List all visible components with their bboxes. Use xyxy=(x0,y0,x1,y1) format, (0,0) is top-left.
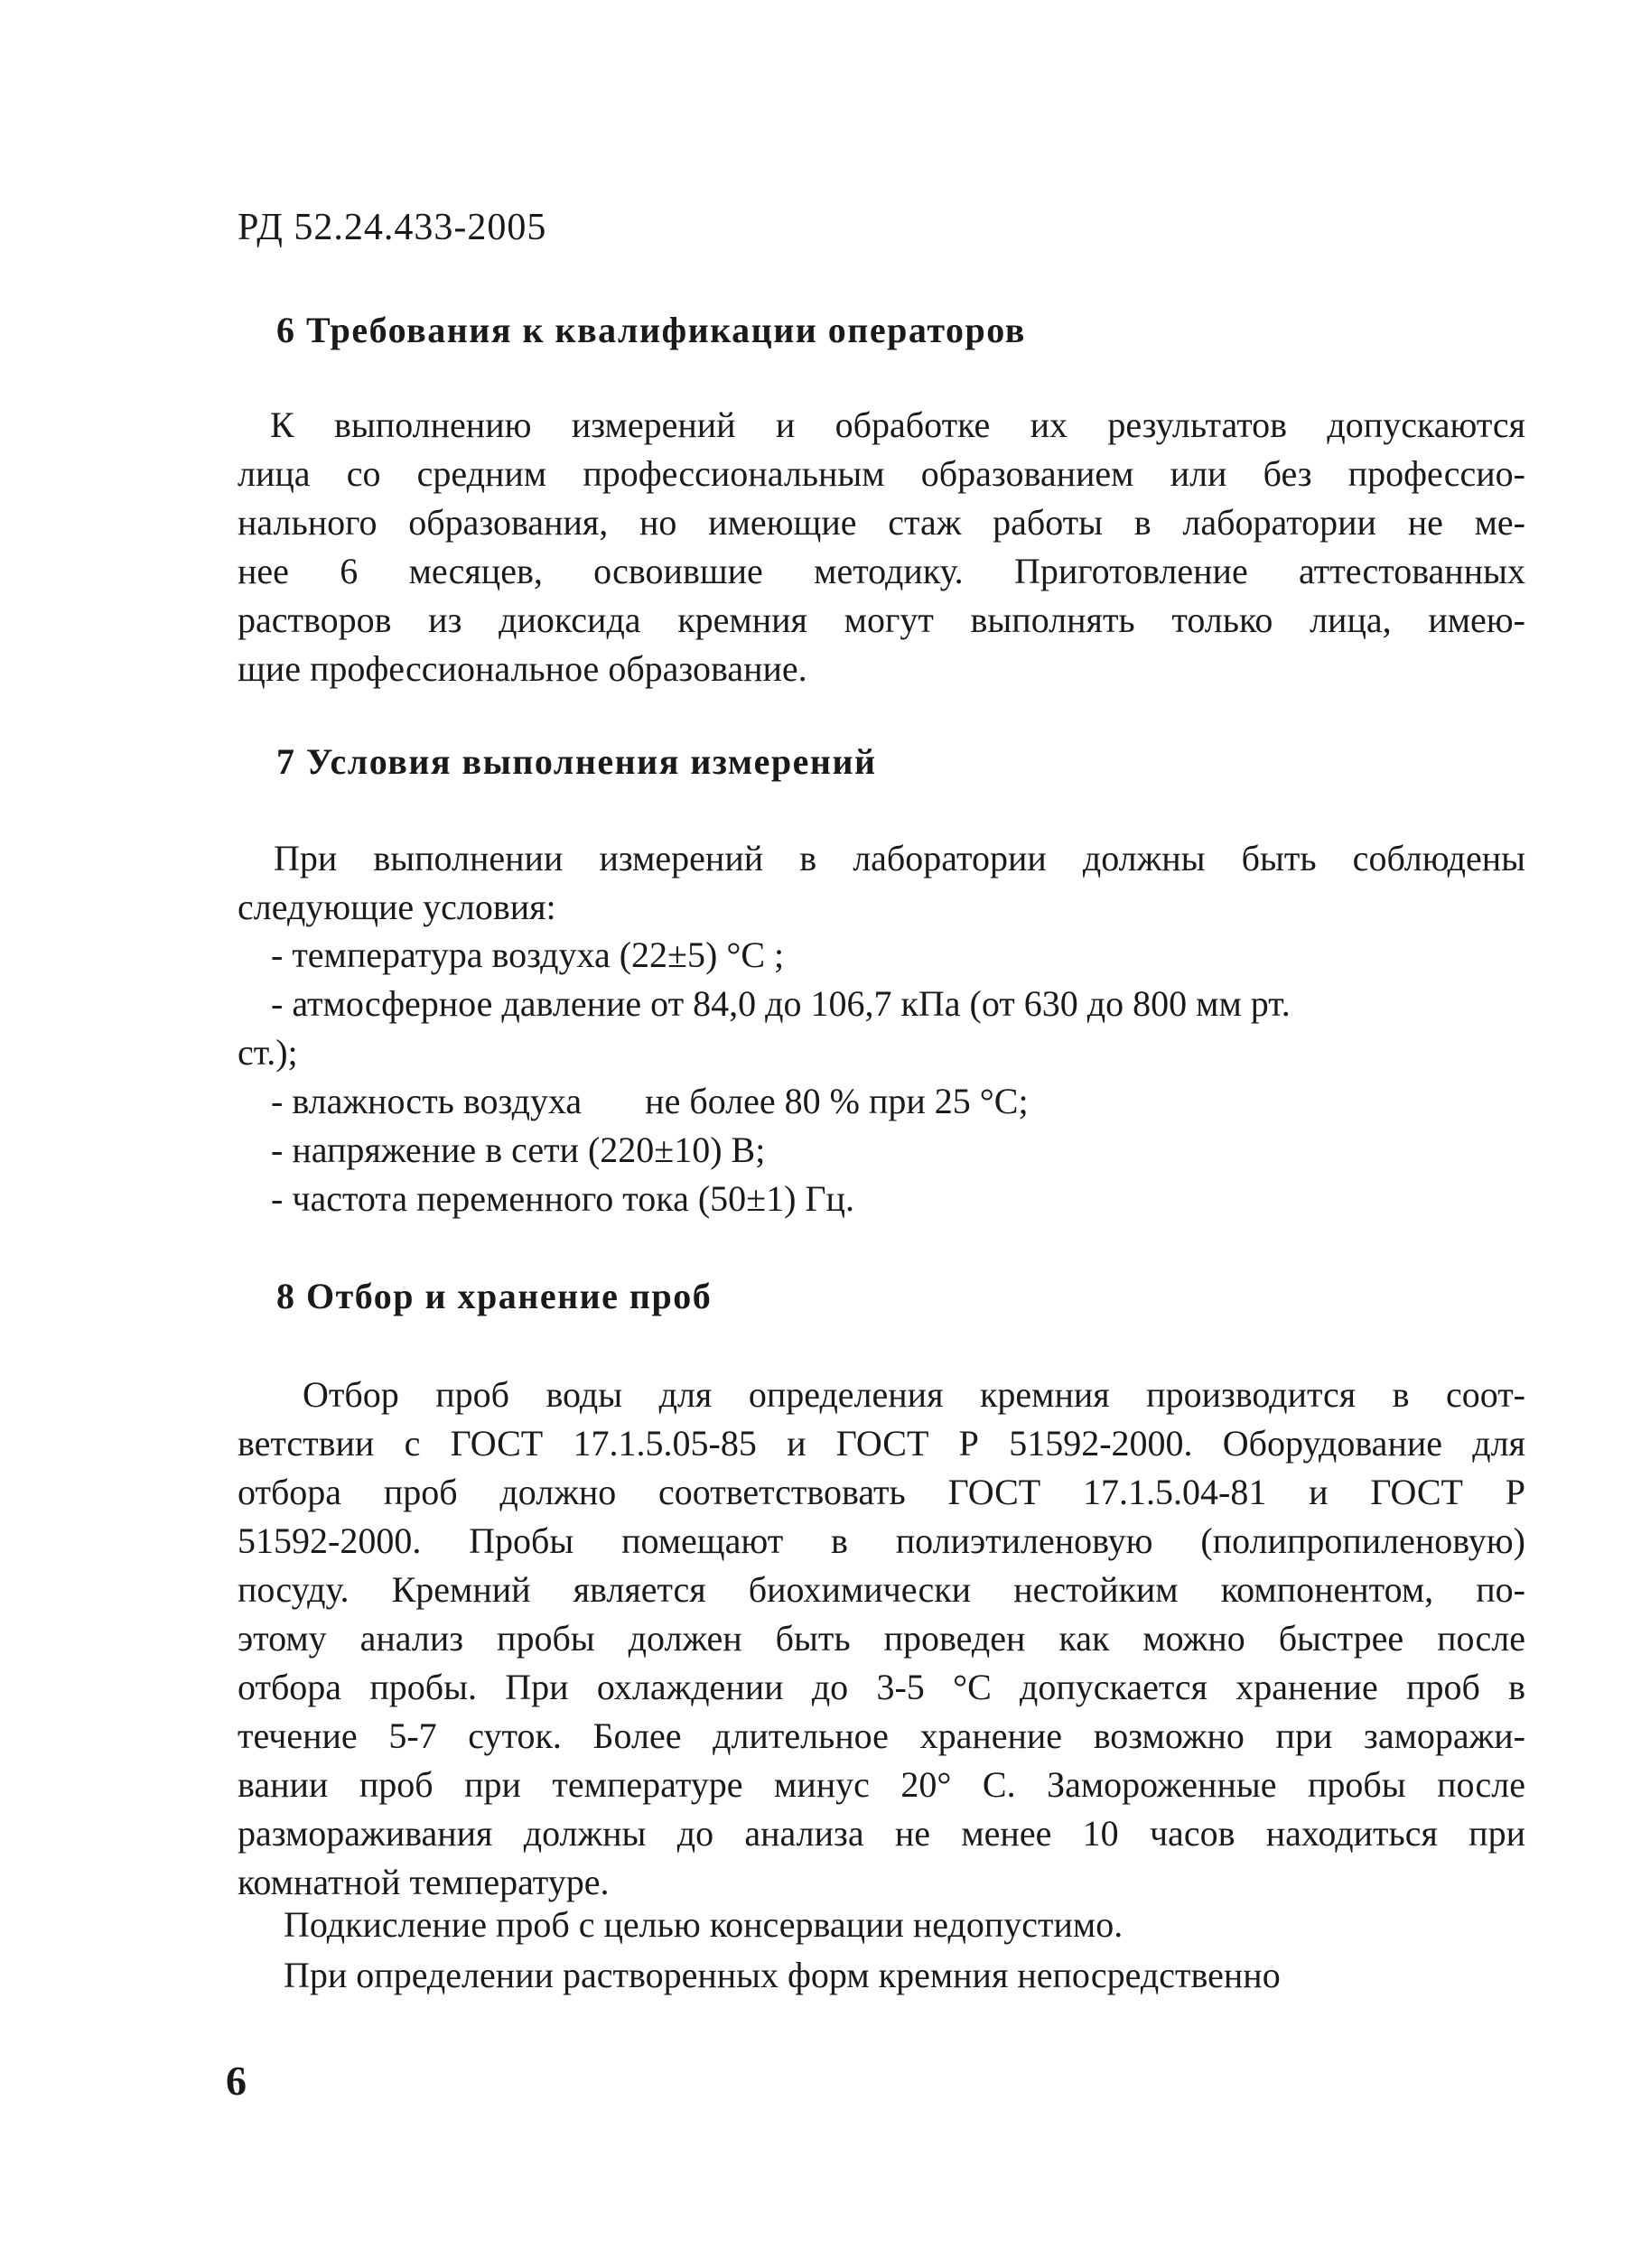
section-8-heading: 8 Отбор и хранение проб xyxy=(276,1276,713,1316)
section-8-line: этому анализ пробы должен быть проведен как можно быстрее после xyxy=(238,1618,1525,1659)
condition-temperature: - температура воздуха (22±5) °С ; xyxy=(271,934,785,975)
section-7-line: следующие условия: xyxy=(238,887,556,927)
section-6-paragraph xyxy=(238,401,1525,693)
condition-frequency: - частота переменного тока (50±1) Гц. xyxy=(271,1178,854,1219)
section-6-line: К выполнению измерений и обработке их результатов допускаются xyxy=(270,404,1525,445)
condition-humidity: - влажность воздуха не более 80 % при 25 °С; xyxy=(271,1081,1029,1121)
page-number: 6 xyxy=(226,2058,247,2104)
section-8-line: отбора пробы. При охлаждении до 3-5 °С допускается хранение проб в xyxy=(238,1667,1525,1707)
section-8-line: Отбор проб воды для определения кремния производится в соот- xyxy=(303,1374,1525,1415)
section-6-line: нального образования, но имеющие стаж работы в лаборатории не ме- xyxy=(238,502,1525,543)
section-8-line: вании проб при температуре минус 20° С. Замороженные пробы после xyxy=(238,1764,1525,1805)
document-code: РД 52.24.433-2005 xyxy=(238,207,547,248)
section-8-line: размораживания должны до анализа не менее 10 часов находиться при xyxy=(238,1813,1525,1854)
section-6-line: щие профессиональное образование. xyxy=(238,648,807,689)
section-6-heading: 6 Требования к квалификации операторов xyxy=(276,310,1026,350)
section-8-paragraph xyxy=(238,1371,1525,1907)
section-8-line: отбора проб должно соответствовать ГОСТ 17.1.5.04-81 и ГОСТ Р xyxy=(238,1472,1525,1512)
section-8-line: комнатной температуре. xyxy=(238,1862,610,1902)
section-6-line: нее 6 месяцев, освоившие методику. Приготовление аттестованных xyxy=(238,551,1525,591)
section-6-line: растворов из диоксида кремния могут выполнять только лица, имею- xyxy=(238,600,1525,640)
section-8-line: 51592-2000. Пробы помещают в полиэтиленовую (полипропиленовую) xyxy=(238,1520,1525,1561)
section-8-line: посуду. Кремний является биохимически нестойким компонентом, по- xyxy=(238,1569,1525,1610)
condition-pressure-cont: ст.); xyxy=(238,1032,298,1073)
section-8-paragraph-2: Подкисление проб с целью консервации недопустимо. xyxy=(284,1904,1124,1945)
condition-voltage: - напряжение в сети (220±10) В; xyxy=(271,1129,766,1170)
section-7-intro xyxy=(238,834,1525,932)
section-6-line: лица со средним профессиональным образованием или без профессио- xyxy=(238,453,1525,494)
section-7-line: При выполнении измерений в лаборатории должны быть соблюдены xyxy=(274,838,1525,878)
condition-pressure: - атмосферное давление от 84,0 до 106,7 кПа (от 630 до 800 мм рт. xyxy=(271,983,1291,1024)
section-7-heading: 7 Условия выполнения измерений xyxy=(276,741,877,782)
section-8-line: ветствии с ГОСТ 17.1.5.05-85 и ГОСТ Р 51592-2000. Оборудование для xyxy=(238,1423,1525,1464)
section-8-line: течение 5-7 суток. Более длительное хранение возможно при заморажи- xyxy=(238,1715,1525,1756)
section-8-paragraph-3: При определении растворенных форм кремния непосредственно xyxy=(284,1955,1281,1995)
